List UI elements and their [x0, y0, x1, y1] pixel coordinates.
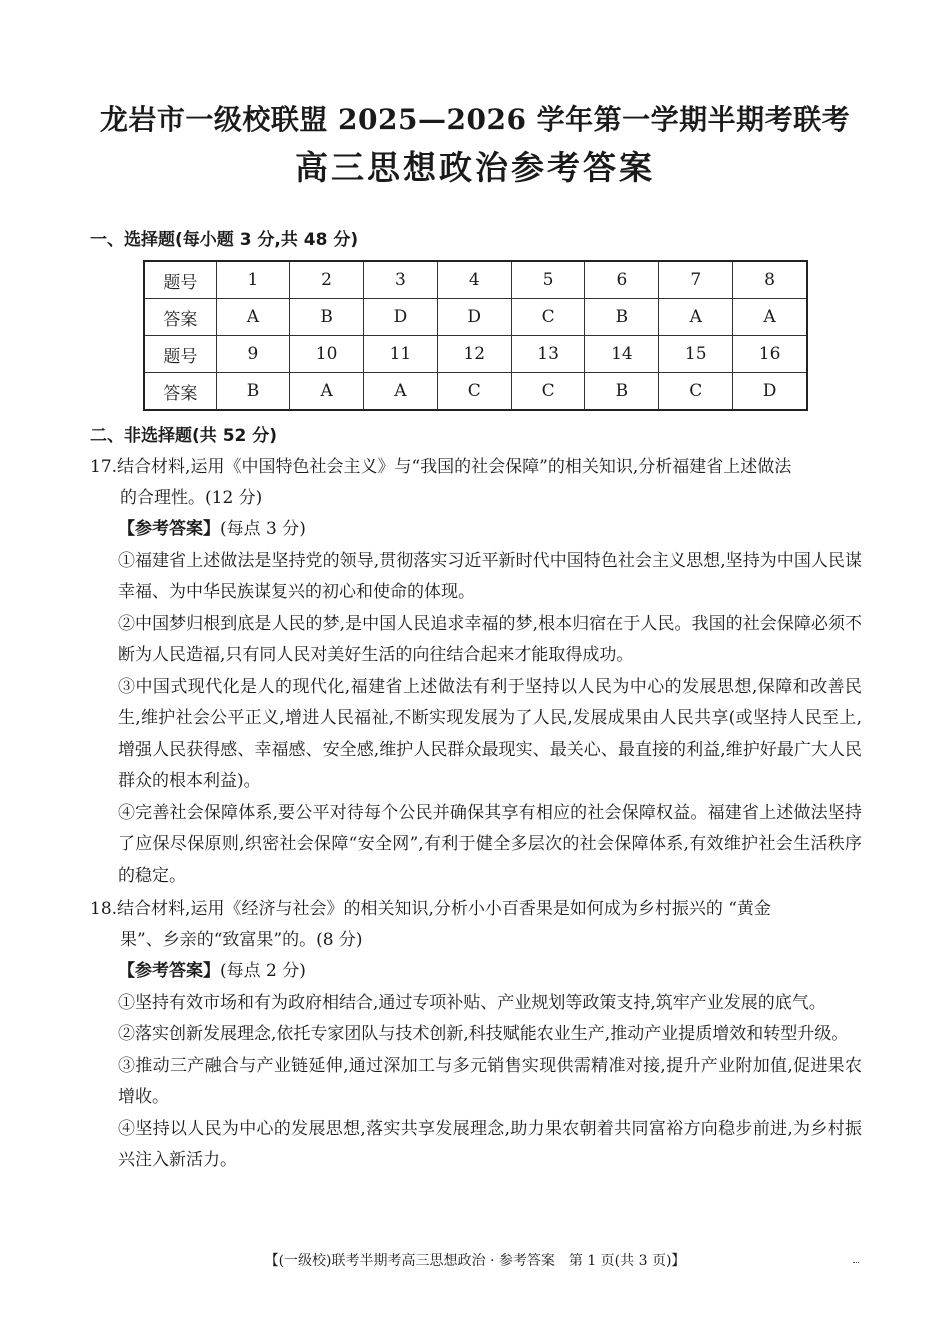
question-17-answer: [118, 514, 862, 892]
answer-table-cell: B: [216, 373, 289, 411]
question-18: [90, 894, 862, 956]
answer-point: ③中国式现代化是人的现代化,福建省上述做法有利于坚持以人民为中心的发展思想,保障和改善民生,维护社会公平正义,增进人民福祉,不断实现发展为了人民,发展成果由人民共享(或坚持人民至上,增强人民获得感、幸福感、安全感,维护人民群众最现实、最关心、最直接的利益,维护好最广大人民群众的根本利益)。: [118, 676, 862, 791]
section-heading-choice: 一、选择题(每小题 3 分,共 48 分): [90, 230, 359, 250]
footer-mark: [853, 1262, 859, 1265]
page-title: 龙岩市一级校联盟 2025—2026 学年第一学期半期考联考: [99, 103, 851, 136]
section-heading-nonchoice: 二、非选择题(共 52 分): [90, 426, 278, 446]
answer-table-cell: 12: [437, 336, 511, 373]
answer-table-cell: A: [733, 299, 807, 336]
answer-table-cell: 3: [364, 261, 438, 299]
answer-table-cell: 6: [585, 261, 659, 299]
answer-table-row-label: 题号: [144, 336, 216, 373]
answer-table: [143, 260, 808, 411]
answer-table-row-label: 答案: [144, 373, 216, 411]
answer-table-cell: D: [733, 373, 807, 411]
answer-table-cell: 1: [216, 261, 289, 299]
ref-answer-note: (每点 2 分): [220, 961, 306, 981]
question-17-line1: 17.结合材料,运用《中国特色社会主义》与“我国的社会保障”的相关知识,分析福建省上述做法: [90, 457, 792, 477]
page-subtitle: 高三思想政治参考答案: [295, 148, 655, 187]
answer-table-cell: B: [585, 299, 659, 336]
answer-table-cell: A: [659, 299, 733, 336]
answer-table-row: [144, 261, 807, 299]
question-17-ref-line: [118, 514, 862, 546]
answer-table-cell: D: [364, 299, 438, 336]
ref-answer-label: 【参考答案】: [118, 961, 220, 981]
answer-table-cell: 7: [659, 261, 733, 299]
question-18-line2: 果”、乡亲的“致富果”的。(8 分): [120, 930, 363, 950]
answer-point: ②中国梦归根到底是人民的梦,是中国人民追求幸福的梦,根本归宿在于人民。我国的社会保障必须不断为人民造福,只有同人民对美好生活的向往结合起来才能取得成功。: [118, 613, 862, 665]
answer-table-cell: 8: [733, 261, 807, 299]
answer-table-cell: 16: [733, 336, 807, 373]
answer-table-cell: C: [437, 373, 511, 411]
page-footer: 【(一级校)联考半期考高三思想政治 · 参考答案 第 1 页(共 3 页)】: [264, 1253, 686, 1269]
answer-point: ④坚持以人民为中心的发展思想,落实共享发展理念,助力果农朝着共同富裕方向稳步前进,为乡村振兴注入新活力。: [118, 1118, 862, 1170]
question-18-line1: 18.结合材料,运用《经济与社会》的相关知识,分析小小百香果是如何成为乡村振兴的 “黄金: [90, 899, 771, 919]
answer-table-row: [144, 299, 807, 336]
answer-table-cell: 15: [659, 336, 733, 373]
answer-table-row: [144, 373, 807, 411]
answer-point: ③推动三产融合与产业链延伸,通过深加工与多元销售实现供需精准对接,提升产业附加值,促进果农增收。: [118, 1055, 862, 1107]
answer-table-cell: A: [290, 373, 364, 411]
answer-table-cell: A: [216, 299, 289, 336]
question-17: [90, 452, 862, 514]
question-18-ref-line: [118, 956, 862, 988]
answer-point: ④完善社会保障体系,要公平对待每个公民并确保其享有相应的社会保障权益。福建省上述做法坚持了应保尽保原则,织密社会保障“安全网”,有利于健全多层次的社会保障体系,有效维护社会生活秩序的稳定。: [118, 802, 862, 886]
answer-table-cell: 4: [437, 261, 511, 299]
answer-table-row: [144, 336, 807, 373]
answer-table-cell: C: [659, 373, 733, 411]
answer-table-cell: 13: [511, 336, 585, 373]
answer-table-cell: 14: [585, 336, 659, 373]
answer-table-cell: 9: [216, 336, 289, 373]
answer-table-cell: A: [364, 373, 438, 411]
answer-point: ①坚持有效市场和有为政府相结合,通过专项补贴、产业规划等政策支持,筑牢产业发展的底气。: [118, 992, 826, 1013]
answer-table-cell: D: [437, 299, 511, 336]
ref-answer-note: (每点 3 分): [220, 519, 306, 539]
question-18-answer: [118, 956, 862, 1177]
question-17-line2: 的合理性。(12 分): [120, 488, 263, 508]
answer-table-row-label: 题号: [144, 261, 216, 299]
answer-table-cell: C: [511, 299, 585, 336]
answer-point: ②落实创新发展理念,依托专家团队与技术创新,科技赋能农业生产,推动产业提质增效和转型升级。: [118, 1024, 849, 1044]
answer-table-cell: 2: [290, 261, 364, 299]
ref-answer-label: 【参考答案】: [118, 519, 220, 539]
answer-table-cell: B: [585, 373, 659, 411]
answer-table-cell: C: [511, 373, 585, 411]
answer-table-cell: 5: [511, 261, 585, 299]
answer-table-cell: 10: [290, 336, 364, 373]
answer-table-cell: B: [290, 299, 364, 336]
answer-point: ①福建省上述做法是坚持党的领导,贯彻落实习近平新时代中国特色社会主义思想,坚持为中国人民谋幸福、为中华民族谋复兴的初心和使命的体现。: [118, 550, 862, 602]
answer-table-row-label: 答案: [144, 299, 216, 336]
answer-table-cell: 11: [364, 336, 438, 373]
